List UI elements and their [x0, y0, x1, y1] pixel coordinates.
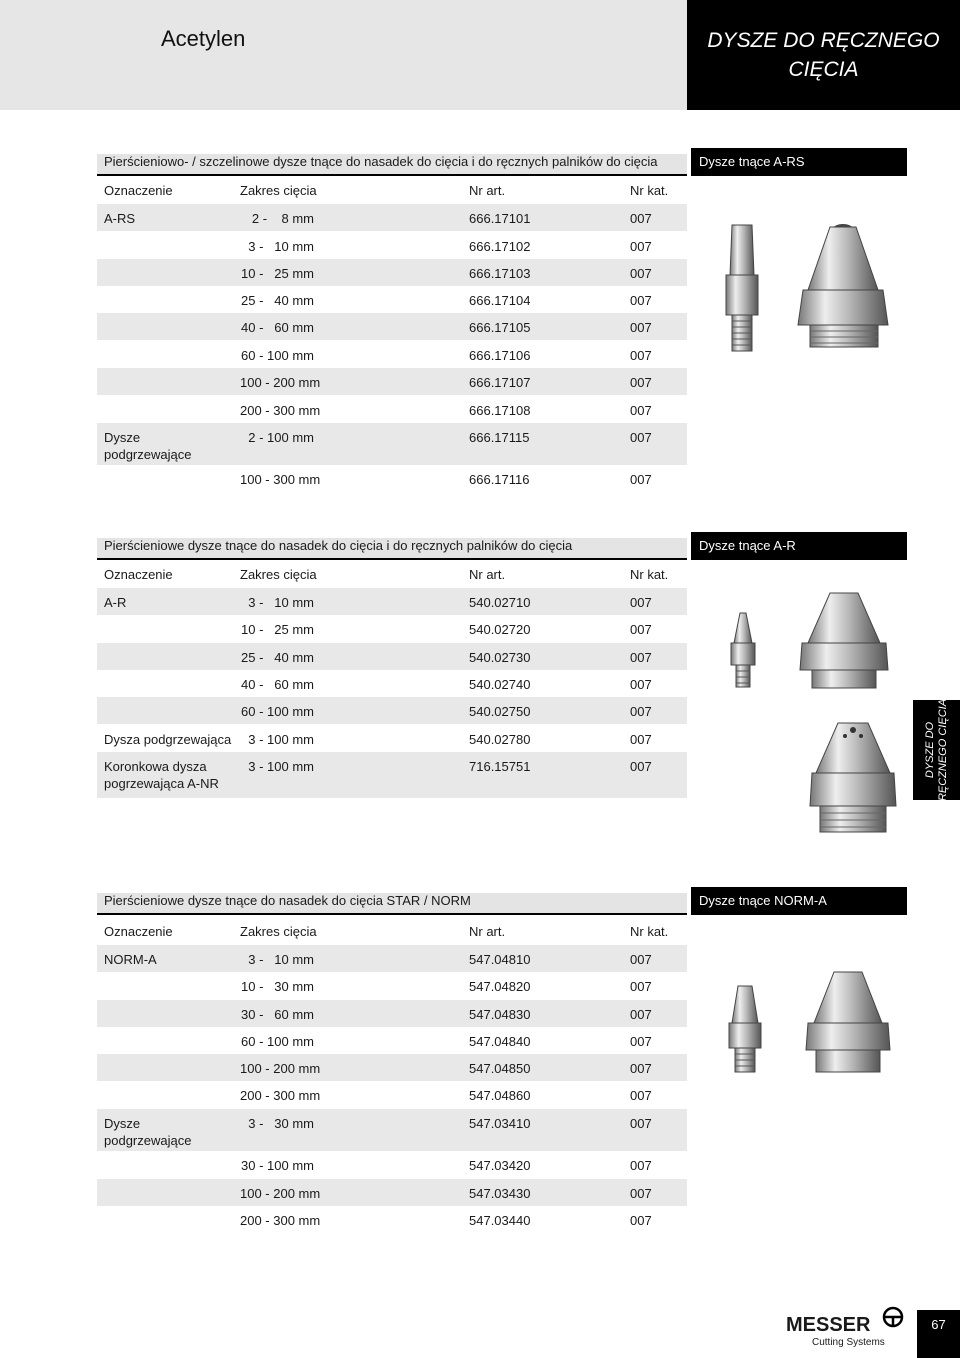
cutting-range: 30 - 60 mm: [241, 1007, 314, 1022]
table-row: [97, 204, 687, 231]
article-number: 547.03430: [469, 1186, 531, 1201]
catalog-number: 007: [630, 1061, 652, 1076]
catalog-number: 007: [630, 979, 652, 994]
column-header-c2: Zakres cięcia: [240, 924, 317, 939]
designation: [104, 430, 191, 462]
designation-line2: pogrzewająca A-NR: [104, 776, 219, 791]
table-row: [97, 368, 687, 395]
cutting-range: 10 - 30 mm: [241, 979, 314, 994]
section-title: Pierścieniowe dysze tnące do nasadek do cięcia i do ręcznych palników do cięcia: [97, 532, 687, 560]
article-number: 666.17115: [469, 430, 530, 445]
column-header-c3: Nr art.: [469, 567, 506, 582]
table-row: [97, 423, 687, 465]
cutting-range: 3 - 30 mm: [248, 1116, 314, 1131]
header-right-band: [687, 0, 960, 110]
catalog-number: 007: [630, 952, 652, 967]
page-title-line2: CIĘCIA: [788, 58, 859, 81]
article-number: 540.02750: [469, 704, 531, 719]
cutting-range: 2 - 100 mm: [248, 430, 314, 445]
cutting-range: 60 - 100 mm: [241, 704, 314, 719]
article-number: 547.04810: [469, 952, 531, 967]
table-row: [97, 1109, 687, 1151]
article-number: 666.17102: [469, 239, 531, 254]
table-row: [97, 465, 687, 492]
catalog-number: 007: [630, 732, 652, 747]
catalog-number: 007: [630, 472, 652, 487]
column-header-c1: Oznaczenie: [104, 567, 173, 582]
designation: [104, 211, 135, 226]
cutting-range: 10 - 25 mm: [241, 266, 314, 281]
cutting-range: 3 - 100 mm: [248, 759, 314, 774]
article-number: 540.02780: [469, 732, 531, 747]
cutting-range: 200 - 300 mm: [240, 1088, 321, 1103]
article-number: 666.17105: [469, 320, 531, 335]
product-image-a-r: [722, 588, 902, 693]
side-tab-line1: DYSZE DO: [923, 721, 936, 779]
designation: [104, 1116, 191, 1148]
side-tab-line2: RĘCZNEGO CIĘCIA: [936, 698, 949, 802]
page-title-line1: DYSZE DO RĘCZNEGO: [707, 29, 940, 52]
designation: [104, 759, 219, 791]
section-product-label: Dysze tnące NORM-A: [691, 887, 907, 915]
catalog-number: 007: [630, 759, 652, 774]
column-header-c1: Oznaczenie: [104, 924, 173, 939]
product-image-a-nr: [808, 718, 898, 836]
designation-line1: A-RS: [104, 211, 136, 226]
cutting-range: 60 - 100 mm: [241, 1034, 314, 1049]
column-header-c3: Nr art.: [469, 924, 506, 939]
side-chapter-tab: [913, 700, 960, 800]
cutting-range: 100 - 200 mm: [240, 1186, 321, 1201]
cutting-range: 100 - 300 mm: [240, 472, 321, 487]
messer-symbol-icon: [882, 1306, 904, 1328]
cutting-range: 200 - 300 mm: [240, 403, 321, 418]
column-header-c4: Nr kat.: [630, 567, 669, 582]
catalog-number: 007: [630, 622, 652, 637]
table-row: [97, 697, 687, 724]
column-header-row: [97, 918, 687, 944]
catalog-number: 007: [630, 348, 652, 363]
cutting-range: 60 - 100 mm: [241, 348, 314, 363]
table-row: [97, 1027, 687, 1054]
designation: [104, 952, 157, 967]
article-number: 547.03440: [469, 1213, 531, 1228]
column-header-c4: Nr kat.: [630, 924, 669, 939]
table-row: [97, 945, 687, 972]
cutting-range: 10 - 25 mm: [241, 622, 314, 637]
catalog-number: 007: [630, 293, 652, 308]
product-image-a-rs: [718, 215, 898, 360]
cutting-range: 40 - 60 mm: [241, 320, 314, 335]
cutting-range: 30 - 100 mm: [241, 1158, 314, 1173]
header-left-band: [0, 0, 687, 110]
cutting-range: 3 - 10 mm: [248, 952, 314, 967]
article-number: 666.17101: [469, 211, 531, 226]
designation-line1: A-R: [104, 595, 127, 610]
column-header-row: [97, 177, 687, 203]
article-number: 666.17108: [469, 403, 531, 418]
article-number: 547.04840: [469, 1034, 531, 1049]
article-number: 666.17104: [469, 293, 531, 308]
catalog-number: 007: [630, 650, 652, 665]
table-row: [97, 313, 687, 340]
designation-line1: Dysze: [104, 430, 141, 445]
cutting-range: 2 - 8 mm: [251, 211, 314, 226]
table-row: [97, 643, 687, 670]
product-image-norm-a: [722, 968, 902, 1078]
catalog-number: 007: [630, 266, 652, 281]
article-number: 666.17107: [469, 375, 531, 390]
catalog-number: 007: [630, 375, 652, 390]
cutting-range: 3 - 100 mm: [248, 732, 314, 747]
article-number: 540.02720: [469, 622, 531, 637]
article-number: 547.03420: [469, 1158, 531, 1173]
cutting-range: 200 - 300 mm: [240, 1213, 321, 1228]
article-number: 547.04850: [469, 1061, 531, 1076]
cutting-range: 100 - 200 mm: [240, 1061, 321, 1076]
page-number: 67: [917, 1310, 960, 1358]
section-product-label: Dysze tnące A-R: [691, 532, 907, 560]
designation: [104, 595, 126, 610]
column-header-row: [97, 561, 687, 587]
catalog-number: 007: [630, 677, 652, 692]
article-number: 547.03410: [469, 1116, 531, 1131]
designation-line2: podgrzewające: [104, 1133, 192, 1148]
brand-name: MESSER: [786, 1314, 871, 1336]
catalog-number: 007: [630, 1213, 652, 1228]
table-row: [97, 286, 687, 313]
designation-line1: Dysze: [104, 1116, 141, 1131]
cutting-range: 40 - 60 mm: [241, 677, 314, 692]
cutting-range: 25 - 40 mm: [241, 650, 314, 665]
table-row: [97, 670, 687, 697]
table-row: [97, 1081, 687, 1108]
table-row: [97, 1179, 687, 1206]
table-row: [97, 615, 687, 642]
cutting-range: 3 - 10 mm: [248, 595, 314, 610]
catalog-number: 007: [630, 595, 652, 610]
catalog-number: 007: [630, 1034, 652, 1049]
designation: [104, 732, 231, 747]
table-row: [97, 341, 687, 368]
section-product-label: Dysze tnące A-RS: [691, 148, 907, 176]
section-title: Pierścieniowo- / szczelinowe dysze tnące do nasadek do cięcia i do ręcznych palników do cięcia: [97, 148, 687, 176]
article-number: 666.17103: [469, 266, 531, 281]
brand-tagline: Cutting Systems: [812, 1337, 885, 1348]
article-number: 666.17116: [469, 472, 530, 487]
table-row: [97, 1054, 687, 1081]
article-number: 540.02740: [469, 677, 531, 692]
article-number: 540.02730: [469, 650, 531, 665]
cutting-range: 25 - 40 mm: [241, 293, 314, 308]
table-row: [97, 1000, 687, 1027]
section-title: Pierścieniowe dysze tnące do nasadek do cięcia STAR / NORM: [97, 887, 687, 915]
column-header-c3: Nr art.: [469, 183, 506, 198]
table-row: [97, 1206, 687, 1233]
catalog-number: 007: [630, 403, 652, 418]
article-number: 547.04820: [469, 979, 531, 994]
catalog-number: 007: [630, 704, 652, 719]
table-row: [97, 972, 687, 999]
cutting-range: 3 - 10 mm: [248, 239, 314, 254]
catalog-number: 007: [630, 1116, 652, 1131]
table-row: [97, 752, 687, 798]
article-number: 716.15751: [469, 759, 531, 774]
table-row: [97, 396, 687, 423]
designation-line1: Dysza podgrzewająca: [104, 732, 232, 747]
column-header-c2: Zakres cięcia: [240, 183, 317, 198]
table-row: [97, 1151, 687, 1178]
cutting-range: 100 - 200 mm: [240, 375, 321, 390]
catalog-number: 007: [630, 211, 652, 226]
table-row: [97, 232, 687, 259]
article-number: 666.17106: [469, 348, 531, 363]
article-number: 547.04860: [469, 1088, 531, 1103]
column-header-c4: Nr kat.: [630, 183, 669, 198]
catalog-number: 007: [630, 1088, 652, 1103]
catalog-number: 007: [630, 1186, 652, 1201]
designation-line2: podgrzewające: [104, 447, 192, 462]
article-number: 540.02710: [469, 595, 531, 610]
column-header-c1: Oznaczenie: [104, 183, 173, 198]
catalog-number: 007: [630, 1007, 652, 1022]
column-header-c2: Zakres cięcia: [240, 567, 317, 582]
table-row: [97, 588, 687, 615]
catalog-number: 007: [630, 430, 652, 445]
designation-line1: NORM-A: [104, 952, 157, 967]
messer-logo: [780, 1306, 910, 1350]
designation-line1: Koronkowa dysza: [104, 759, 207, 774]
table-row: [97, 259, 687, 286]
article-number: 547.04830: [469, 1007, 531, 1022]
catalog-number: 007: [630, 320, 652, 335]
catalog-number: 007: [630, 239, 652, 254]
catalog-number: 007: [630, 1158, 652, 1173]
table-row: [97, 725, 687, 752]
category-title: Acetylen: [161, 26, 246, 51]
